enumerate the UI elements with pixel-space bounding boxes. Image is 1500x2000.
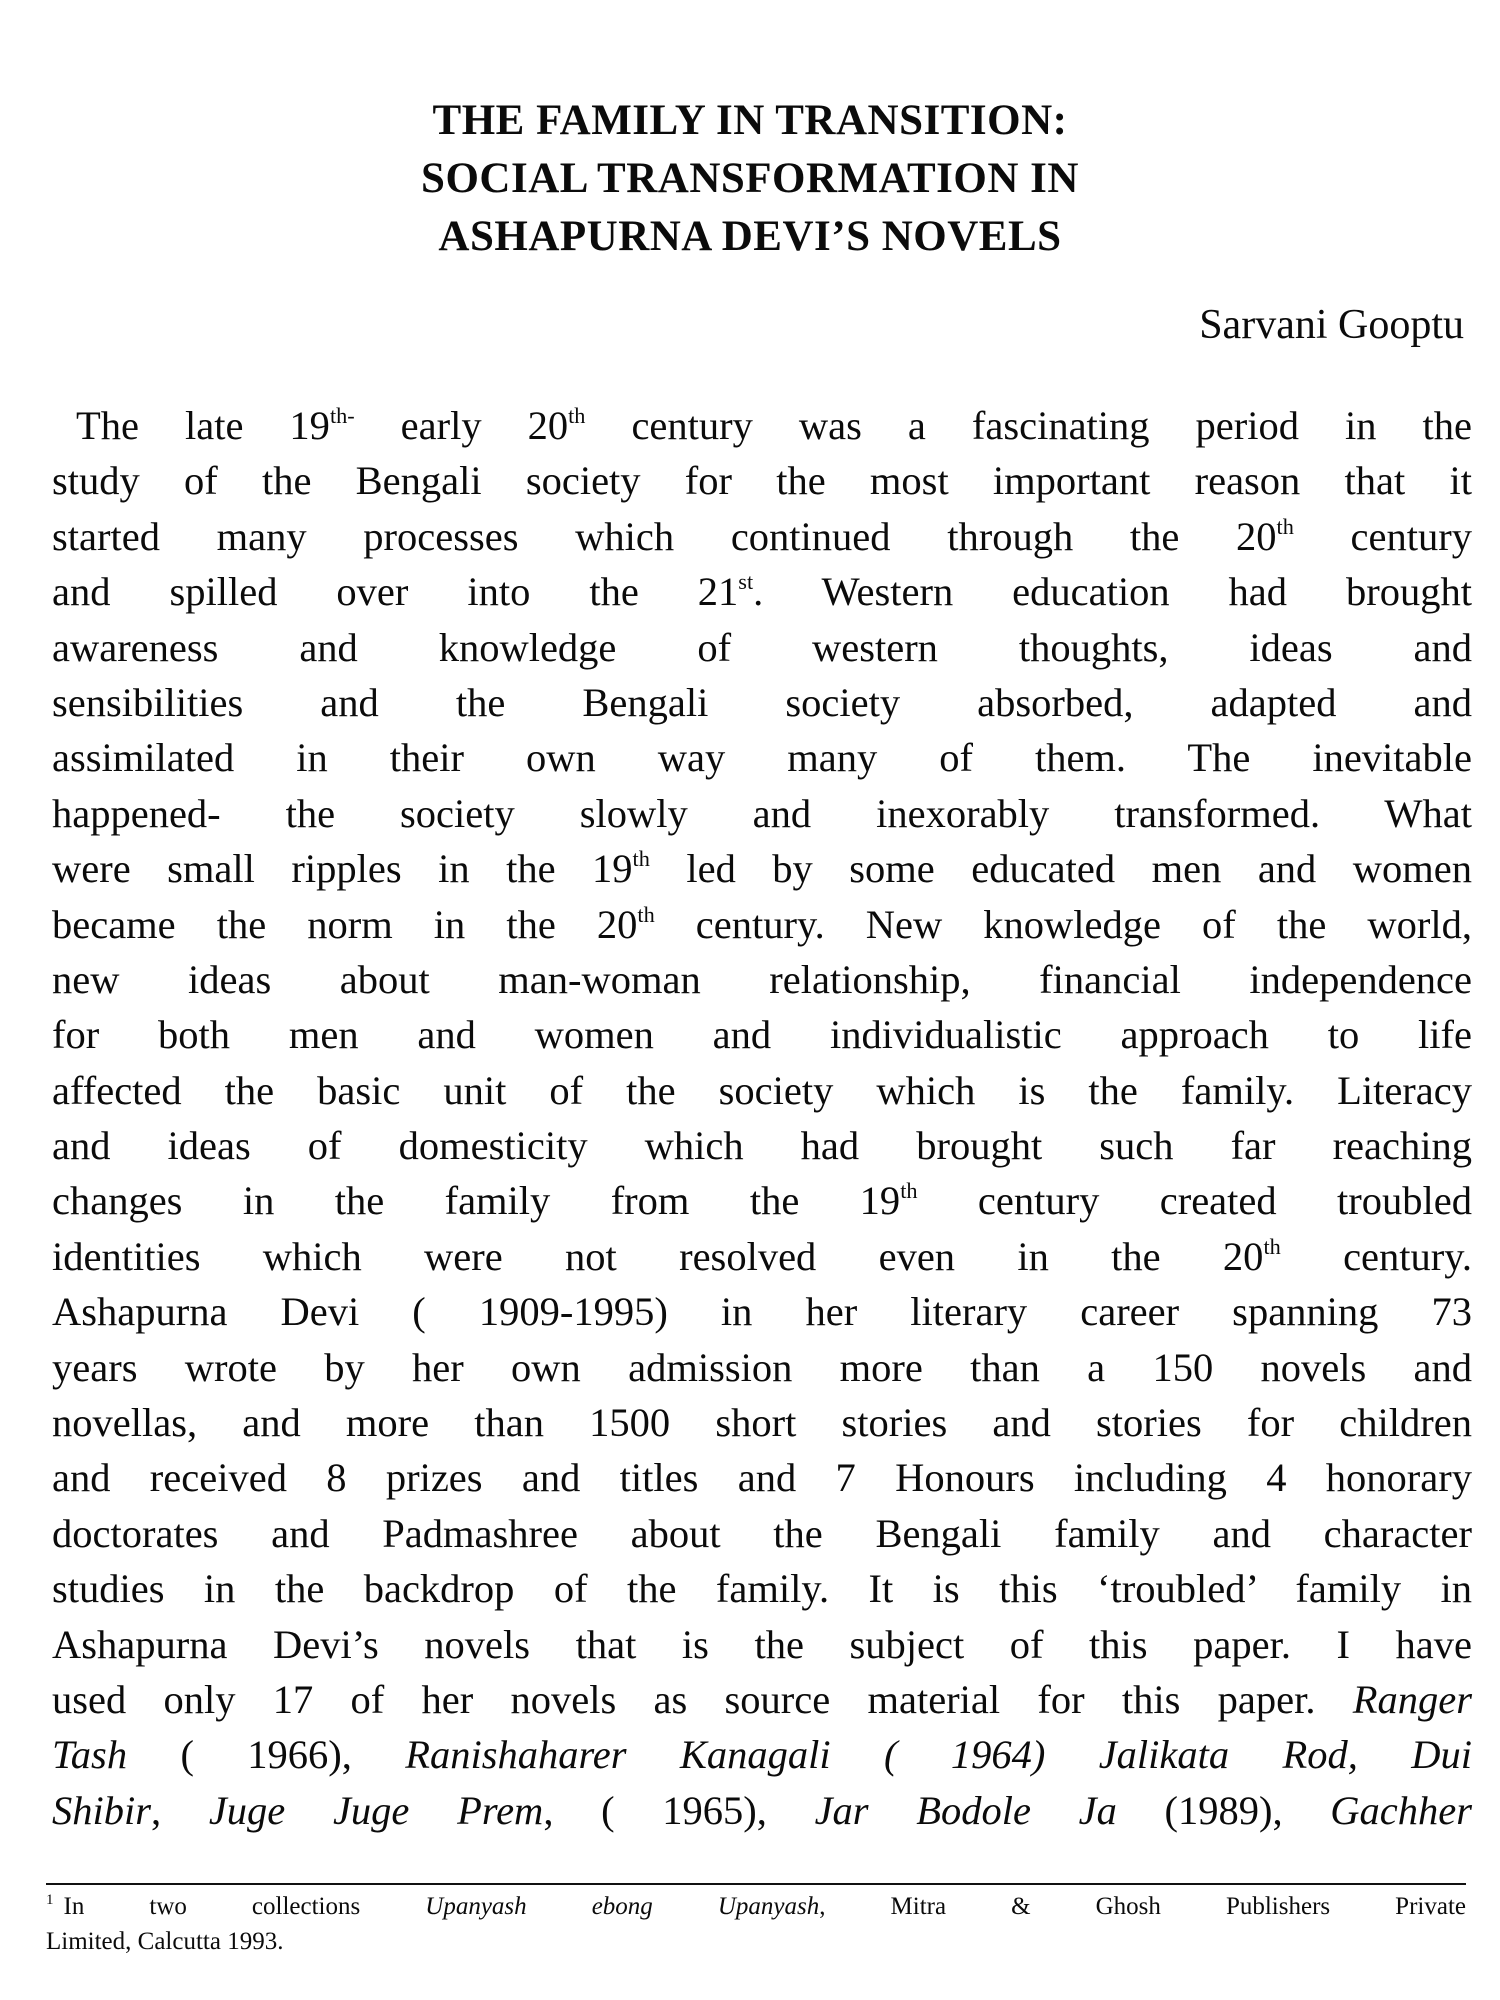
body-line: were small ripples in the 19th led by some educated men and women bbox=[52, 846, 1472, 892]
body-line: changes in the family from the 19th century created troubled bbox=[52, 1178, 1472, 1224]
body-line: and spilled over into the 21st. Western education had brought bbox=[52, 569, 1472, 615]
footnote-line: Limited, Calcutta 1993. bbox=[46, 1928, 284, 1955]
body-line: became the norm in the 20th century. New knowledge of the world, bbox=[52, 901, 1472, 947]
footnote-divider bbox=[46, 1883, 1466, 1885]
footnote bbox=[46, 1889, 1466, 1959]
title-line-2: SOCIAL TRANSFORMATION IN bbox=[421, 155, 1079, 202]
body-line: Tash ( 1966), Ranishaharer Kanagali ( 1964) Jalikata Rod, Dui bbox=[52, 1732, 1472, 1778]
body-line: study of the Bengali society for the most important reason that it bbox=[52, 458, 1472, 504]
author-name: Sarvani Gooptu bbox=[1199, 302, 1464, 348]
body-line: assimilated in their own way many of them. The inevitable bbox=[52, 735, 1472, 781]
body-line: identities which were not resolved even in the 20th century. bbox=[52, 1233, 1473, 1279]
title-line-1: THE FAMILY IN TRANSITION: bbox=[432, 97, 1068, 144]
body-line: started many processes which continued through the 20th century bbox=[52, 513, 1472, 559]
body-line: doctorates and Padmashree about the Bengali family and character bbox=[52, 1510, 1472, 1556]
body-line: and received 8 prizes and titles and 7 Honours including 4 honorary bbox=[52, 1455, 1472, 1501]
body-line: studies in the backdrop of the family. It is this ‘troubled’ family in bbox=[52, 1566, 1472, 1612]
body-line: Ashapurna Devi’s novels that is the subject of this paper. I have bbox=[52, 1621, 1472, 1667]
footnote-marker: 1 bbox=[46, 1891, 54, 1908]
body-line: affected the basic unit of the society which is the family. Literacy bbox=[52, 1067, 1472, 1113]
body-line: for both men and women and individualistic approach to life bbox=[52, 1012, 1472, 1058]
title-line-3: ASHAPURNA DEVI’S NOVELS bbox=[438, 213, 1062, 260]
body-line: happened- the society slowly and inexorably transformed. What bbox=[52, 790, 1472, 836]
body-line: sensibilities and the Bengali society absorbed, adapted and bbox=[52, 679, 1472, 725]
body-line: novellas, and more than 1500 short stories and stories for children bbox=[52, 1400, 1472, 1446]
paper-title bbox=[0, 92, 1500, 266]
body-line: used only 17 of her novels as source material for this paper. Ranger bbox=[52, 1676, 1472, 1722]
body-line: Shibir, Juge Juge Prem, ( 1965), Jar Bodole Ja (1989), Gachher bbox=[52, 1787, 1473, 1833]
body-line: years wrote by her own admission more than a 150 novels and bbox=[52, 1344, 1472, 1390]
footnote-line: $^1$ In two collections Upanyash ebong Upanyash, Mitra & Ghosh Publishers Private bbox=[46, 1891, 1466, 1920]
body-line: awareness and knowledge of western thoughts, ideas and bbox=[52, 624, 1472, 670]
body-line: new ideas about man-woman relationship, financial independence bbox=[52, 956, 1472, 1002]
body-text bbox=[52, 398, 1472, 1838]
body-line: The late $19^{th-}$ early 20th century was a fascinating period in the bbox=[76, 402, 1473, 448]
body-line: Ashapurna Devi ( 1909-1995) in her literary career spanning 73 bbox=[52, 1289, 1472, 1335]
body-line: and ideas of domesticity which had brought such far reaching bbox=[52, 1123, 1472, 1169]
